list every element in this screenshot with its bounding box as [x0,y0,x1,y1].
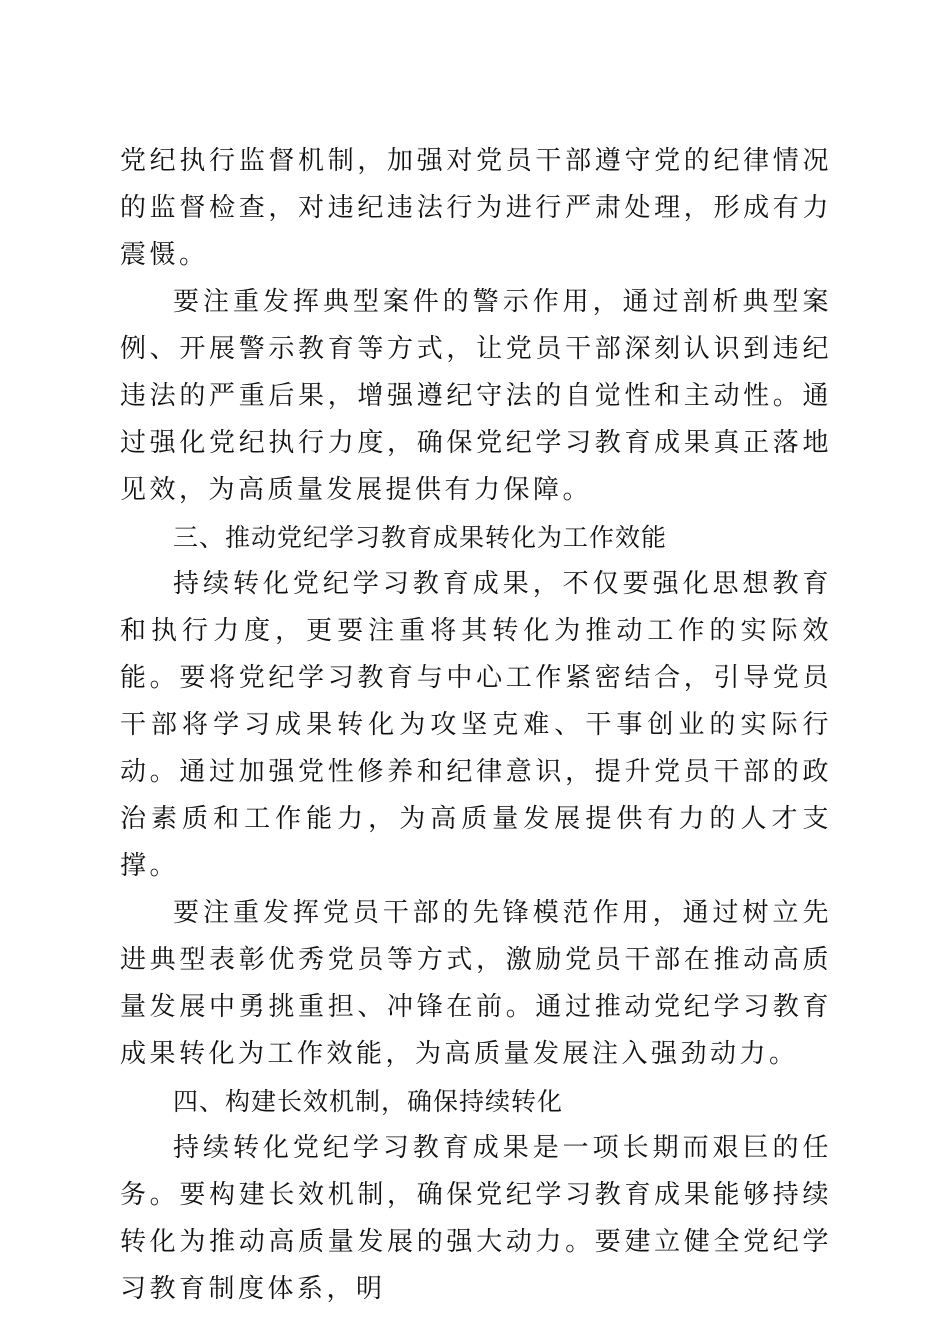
paragraph-long-term-mechanism: 持续转化党纪学习教育成果是一项长期而艰巨的任务。要构建长效机制，确保党纪学习教育成果能够持续转化为推动高质量发展的强大动力。要建立健全党纪学习教育制度体系，明 [120,1133,832,1304]
paragraph-warning-cases: 要注重发挥典型案件的警示作用，通过剖析典型案例、开展警示教育等方式，让党员干部深刻认识到违纪违法的严重后果，增强遵纪守法的自觉性和主动性。通过强化党纪执行力度，确保党纪学习教育成果真正落地见效，为高质量发展提供有力保障。 [120,287,832,505]
paragraph-vanguard-role: 要注重发挥党员干部的先锋模范作用，通过树立先进典型表彰优秀党员等方式，激励党员干部在推动高质量发展中勇挑重担、冲锋在前。通过推动党纪学习教育成果转化为工作效能，为高质量发展注入强劲动力。 [120,898,832,1069]
section-heading-four: 四、构建长效机制，确保持续转化 [173,1087,564,1116]
document-page [120,138,832,1313]
paragraph-work-efficiency: 持续转化党纪学习教育成果，不仅要强化思想教育和执行力度，更要注重将其转化为推动工作的实际效能。要将党纪学习教育与中心工作紧密结合，引导党员干部将学习成果转化为攻坚克难、干事创业的实际行动。通过加强党性修养和纪律意识，提升党员干部的政治素质和工作能力，为高质量发展提供有力的人才支撑。 [120,569,832,881]
section-heading-three: 三、推动党纪学习教育成果转化为工作效能 [173,523,668,552]
paragraph-continuation: 党纪执行监督机制，加强对党员干部遵守党的纪律情况的监督检查，对违纪违法行为进行严肃处理，形成有力震慑。 [120,146,832,270]
